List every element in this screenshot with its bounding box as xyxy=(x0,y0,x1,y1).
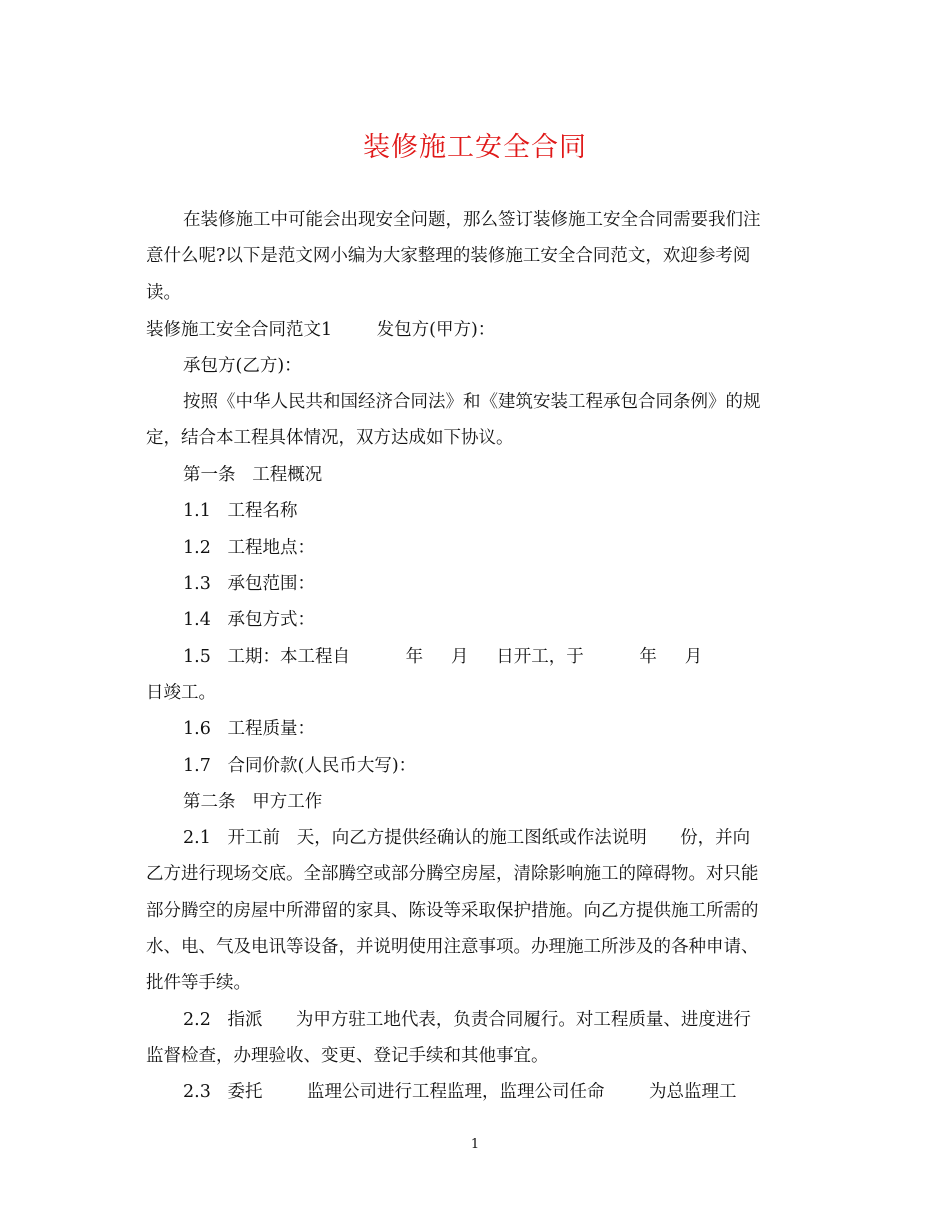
clause-line: 批件等手续。 xyxy=(146,973,251,993)
paragraph-line: 承包方(乙方)： xyxy=(183,356,302,376)
clause-line: 水、电、气及电讯等设备，并说明使用注意事项。办理施工所涉及的各种申请、 xyxy=(146,937,759,957)
clause-line: 1.3 承包范围： xyxy=(183,574,316,594)
paragraph-line: 读。 xyxy=(146,283,181,303)
section-heading: 第二条 甲方工作 xyxy=(183,792,323,812)
clause-line: 2.3 委托 监理公司进行工程监理，监理公司任命 为总监理工 xyxy=(183,1082,737,1102)
clause-line: 部分腾空的房屋中所滞留的家具、陈设等采取保护措施。向乙方提供施工所需的 xyxy=(146,901,759,921)
clause-line: 1.7 合同价款(人民币大写)： xyxy=(183,756,417,776)
paragraph-line: 定，结合本工程具体情况，双方达成如下协议。 xyxy=(146,428,514,448)
clause-line: 2.1 开工前 天，向乙方提供经确认的施工图纸或作法说明 份，并向 xyxy=(183,828,751,848)
page-number: 1 xyxy=(470,1137,480,1152)
paragraph-line: 装修施工安全合同范文1 发包方(甲方)： xyxy=(146,320,496,340)
paragraph-line: 在装修施工中可能会出现安全问题，那么签订装修施工安全合同需要我们注 xyxy=(183,210,761,230)
clause-line: 1.5 工期：本工程自 年 月 日开工，于 年 月 xyxy=(183,647,703,667)
clause-line: 乙方进行现场交底。全部腾空或部分腾空房屋，清除影响施工的障碍物。对只能 xyxy=(146,864,759,884)
clause-line: 1.6 工程质量： xyxy=(183,719,316,739)
clause-line: 日竣工。 xyxy=(146,683,216,703)
document-title: 装修施工安全合同 xyxy=(363,132,587,163)
section-heading: 第一条 工程概况 xyxy=(183,465,323,485)
clause-line: 1.2 工程地点： xyxy=(183,538,316,558)
clause-line: 监督检查，办理验收、变更、登记手续和其他事宜。 xyxy=(146,1046,549,1066)
clause-line: 1.4 承包方式： xyxy=(183,610,316,630)
paragraph-line: 意什么呢?以下是范文网小编为大家整理的装修施工安全合同范文，欢迎参考阅 xyxy=(146,246,751,266)
paragraph-line: 按照《中华人民共和国经济合同法》和《建筑安装工程承包合同条例》的规 xyxy=(183,392,761,412)
clause-line: 1.1 工程名称 xyxy=(183,501,298,521)
clause-line: 2.2 指派 为甲方驻工地代表，负责合同履行。对工程质量、进度进行 xyxy=(183,1010,751,1030)
